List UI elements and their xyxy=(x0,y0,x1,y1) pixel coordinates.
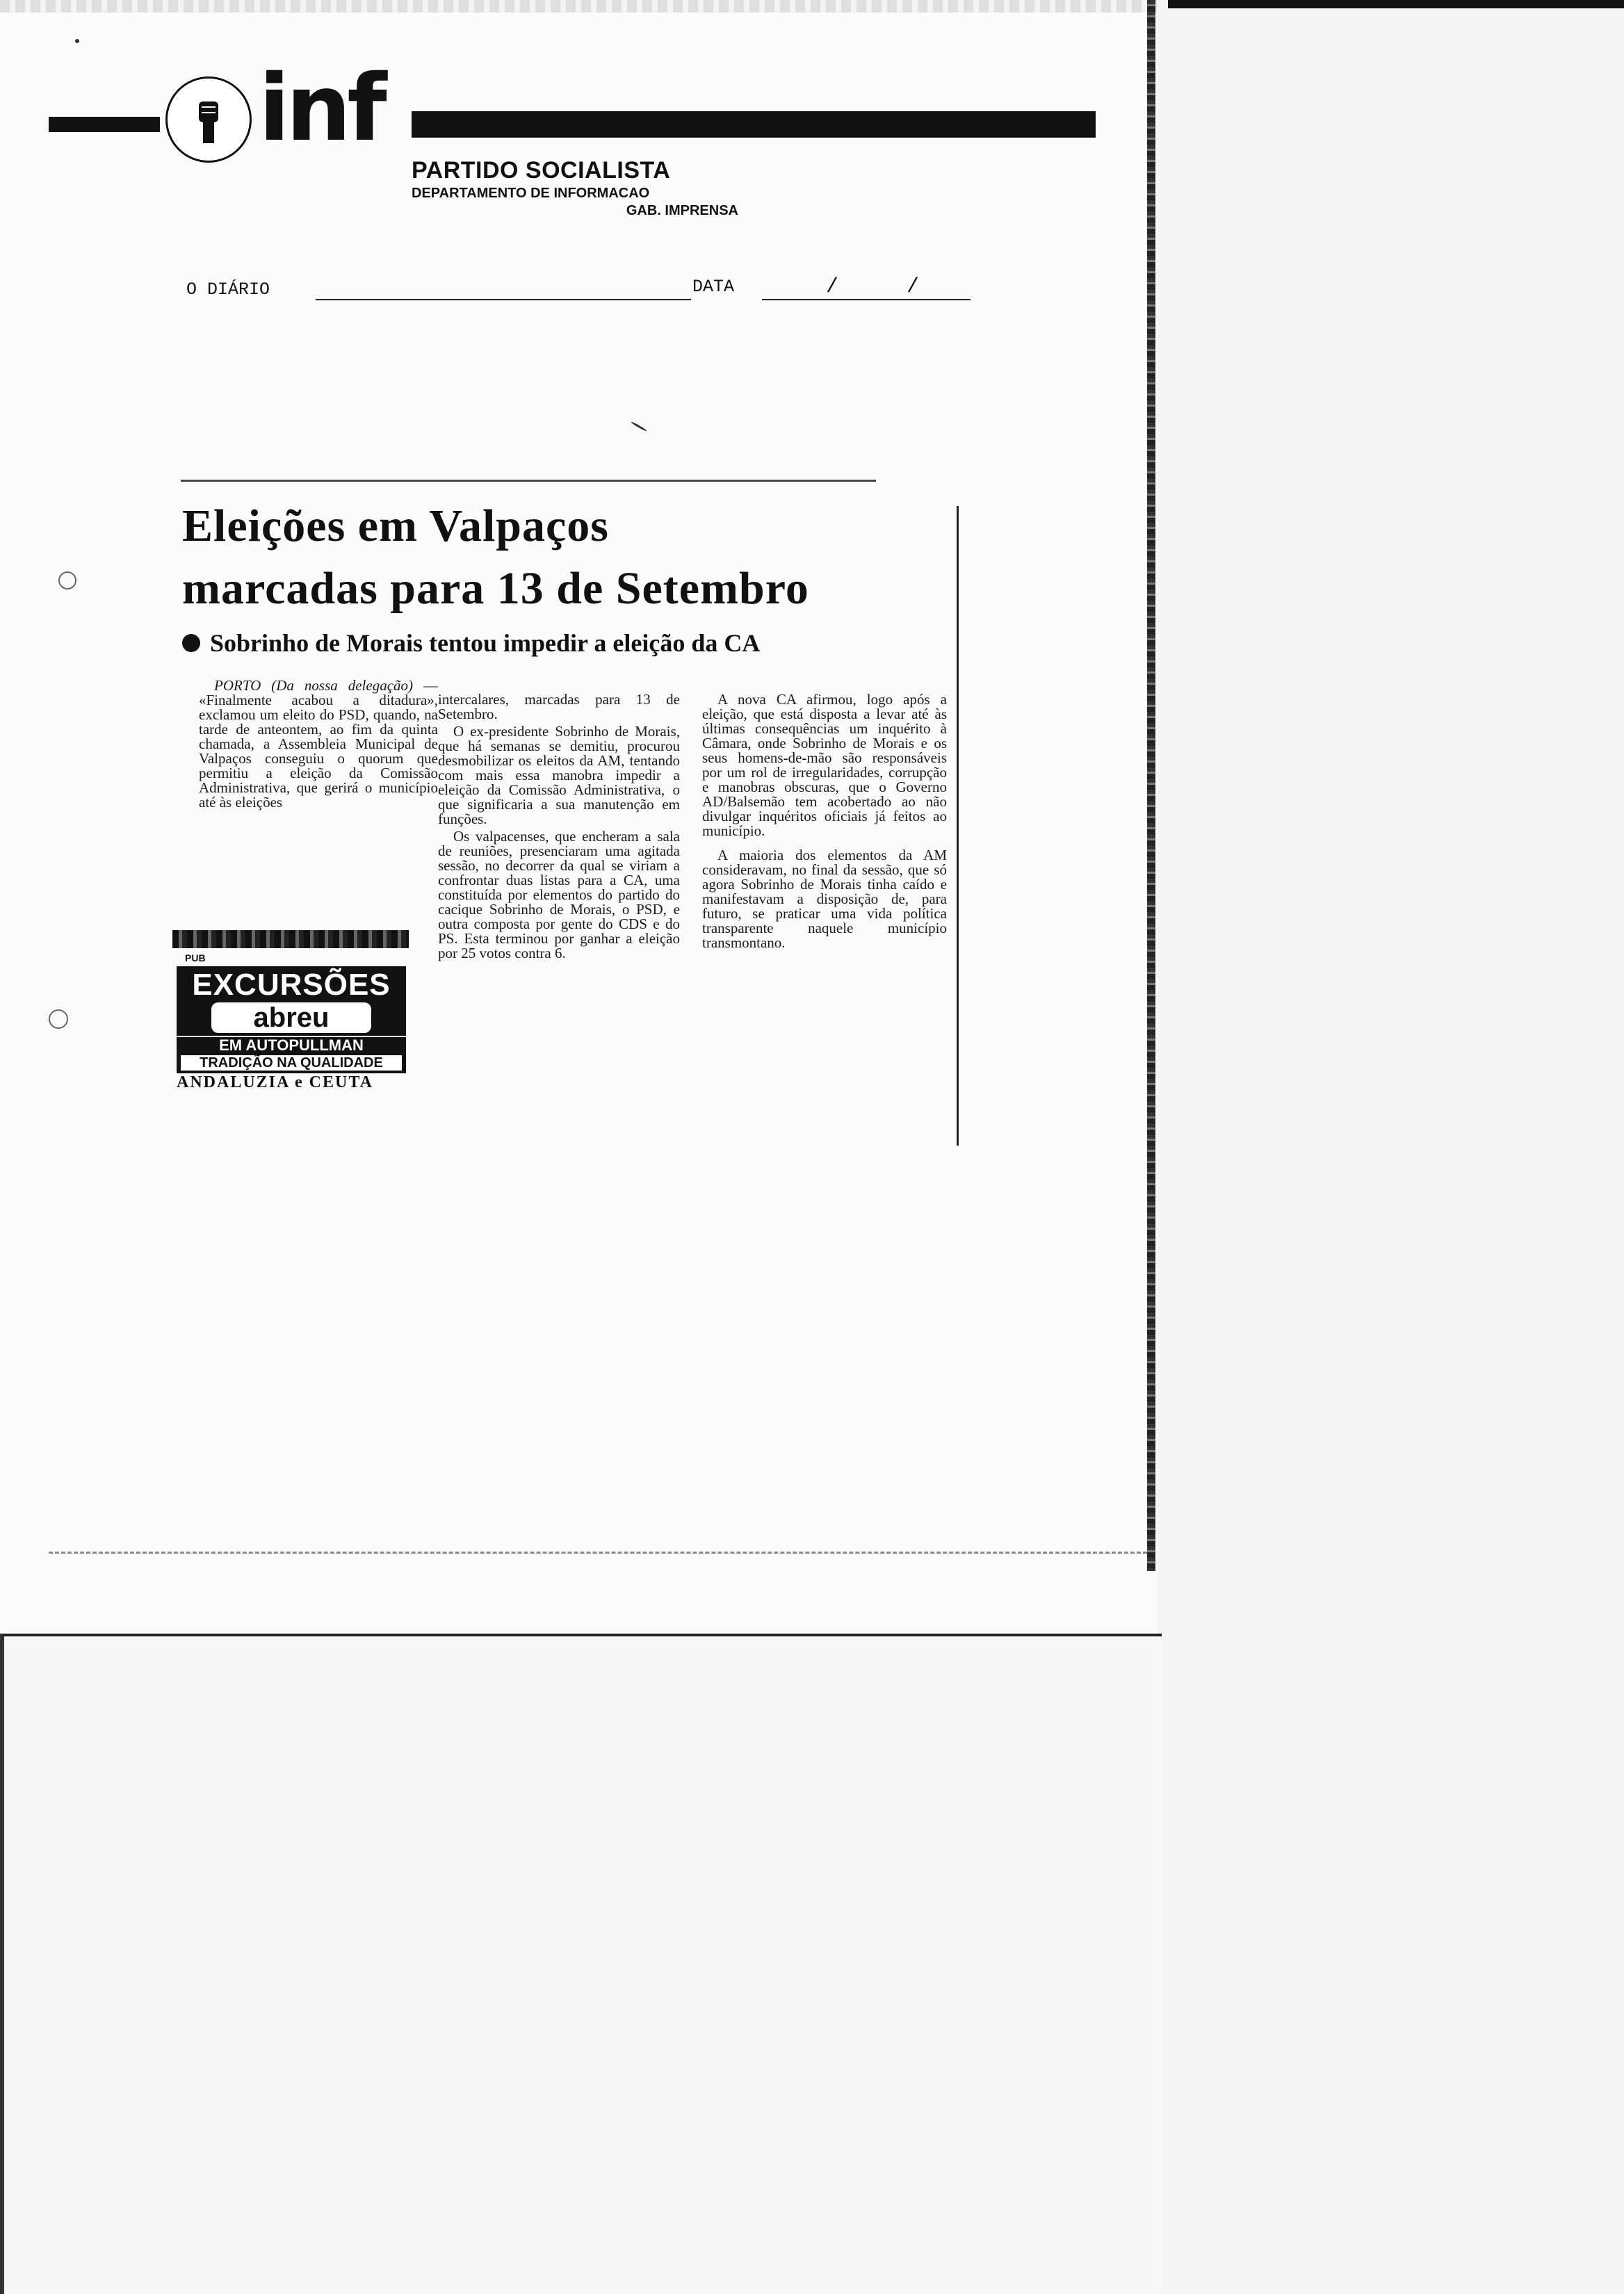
column-1-text: — «Finalmente acabou a ditadura», exclamou um eleito do PSD, quando, na tarde de anteontem, ao fim da quinta chamada, a Assembleia Municipal de Valpaços conseguiu o quorum que permitiu a eleição da Comissão Administrativa, que gerirá o município até às eleições xyxy=(199,677,438,811)
office-name: GAB. IMPRENSA xyxy=(626,203,738,218)
article-subheadline xyxy=(182,628,947,658)
date-field-line xyxy=(762,299,971,300)
organization-name: PARTIDO SOCIALISTA xyxy=(412,157,671,184)
advert-slogan: TRADIÇÃO NA QUALIDADE xyxy=(181,1055,402,1071)
advert-title: EXCURSÕES xyxy=(192,968,391,1002)
newspaper-label: O DIÁRIO xyxy=(186,279,270,300)
column-2-paragraph-1: intercalares, marcadas para 13 de Setembro. xyxy=(438,691,680,722)
letterhead-bar-left xyxy=(49,117,160,132)
clipping-right-edge xyxy=(957,506,959,1146)
punch-hole-mark xyxy=(58,571,76,589)
scan-right-strip xyxy=(1168,0,1624,8)
article-column-1 xyxy=(199,678,438,813)
column-2-paragraph-2: O ex-presidente Sobrinho de Morais, que há semanas se demitiu, procurou desmobilizar os eleitos da AM, tentando com mais essa manobra impedir a eleição da Comissão Administrativa, o que significaria a sua manutenção em funções. xyxy=(438,723,680,827)
newspaper-field-line xyxy=(316,299,691,300)
raised-fist-icon xyxy=(181,92,236,147)
lower-blank-page xyxy=(0,1634,1162,2294)
headline-line-2: marcadas para 13 de Setembro xyxy=(182,563,809,614)
advert-box xyxy=(177,966,406,1073)
date-separator-2: / xyxy=(907,275,920,299)
clipping-form-row xyxy=(186,277,972,304)
scan-edge-right xyxy=(1147,0,1155,1571)
scan-edge-top xyxy=(0,0,1158,13)
advert-tag: PUB xyxy=(185,952,206,963)
excursion-advert xyxy=(172,930,409,1139)
scan-speck xyxy=(75,39,79,43)
date-separator-1: / xyxy=(826,275,839,299)
letterhead-bar-right xyxy=(412,111,1096,138)
article-dateline: PORTO (Da nossa delegação) xyxy=(214,677,414,694)
scan-fold-line xyxy=(49,1552,1147,1554)
inf-logo-text: inf xyxy=(259,55,383,162)
column-3-paragraph-1: A nova CA afirmou, logo após a eleição, que está disposta a levar até às últimas consequências um inquérito à Câmara, onde Sobrinho de Morais e os seus homens-de-mão são responsáveis por um rol de irregularidades, corrupção e manobras obscuras, que o Governo AD/Balsemão tem acobertado ao não divulgar inquéritos oficiais já feitos ao município. xyxy=(702,691,947,839)
headline-line-1: Eleições em Valpaços xyxy=(182,501,609,551)
column-3-paragraph-2: A maioria dos elementos da AM consideravam, no final da sessão, que só agora Sobrinho de Morais tinha caído e manifestavam a disposição de, para futuro, se praticar uma vida política transparente naquele município transmontano. xyxy=(702,847,947,951)
punch-hole-mark xyxy=(49,1009,68,1029)
department-name: DEPARTAMENTO DE INFORMACAO xyxy=(412,186,650,201)
subheadline-text: Sobrinho de Morais tentou impedir a eleição da CA xyxy=(210,629,761,657)
organization-block xyxy=(412,157,738,219)
article-column-3 xyxy=(702,692,947,953)
advert-destinations: ANDALUZIA e CEUTA xyxy=(177,1073,373,1091)
advert-vehicle: EM AUTOPULLMAN xyxy=(177,1036,406,1054)
clipping-top-rule xyxy=(181,480,876,482)
column-2-paragraph-3: Os valpacenses, que encheram a sala de reuniões, presenciaram uma agitada sessão, no decorrer da qual se viriam a confrontar duas listas para a CA, uma constituída por elementos do partido do cacique Sobrinho de Morais, o PSD, e outra composta por gente do CDS e do PS. Esta terminou por ganhar a eleição por 25 votos contra 6. xyxy=(438,828,680,961)
bullet-icon xyxy=(182,634,200,652)
fist-logo-icon xyxy=(165,76,252,163)
newspaper-clipping xyxy=(172,480,965,1147)
column-1-paragraph xyxy=(199,678,438,810)
scan-mark xyxy=(631,421,647,432)
advert-brand: abreu xyxy=(211,1002,371,1033)
date-label: DATA xyxy=(692,277,735,297)
advert-top-band xyxy=(172,930,409,948)
article-column-2 xyxy=(438,692,680,963)
article-headline xyxy=(182,495,947,620)
